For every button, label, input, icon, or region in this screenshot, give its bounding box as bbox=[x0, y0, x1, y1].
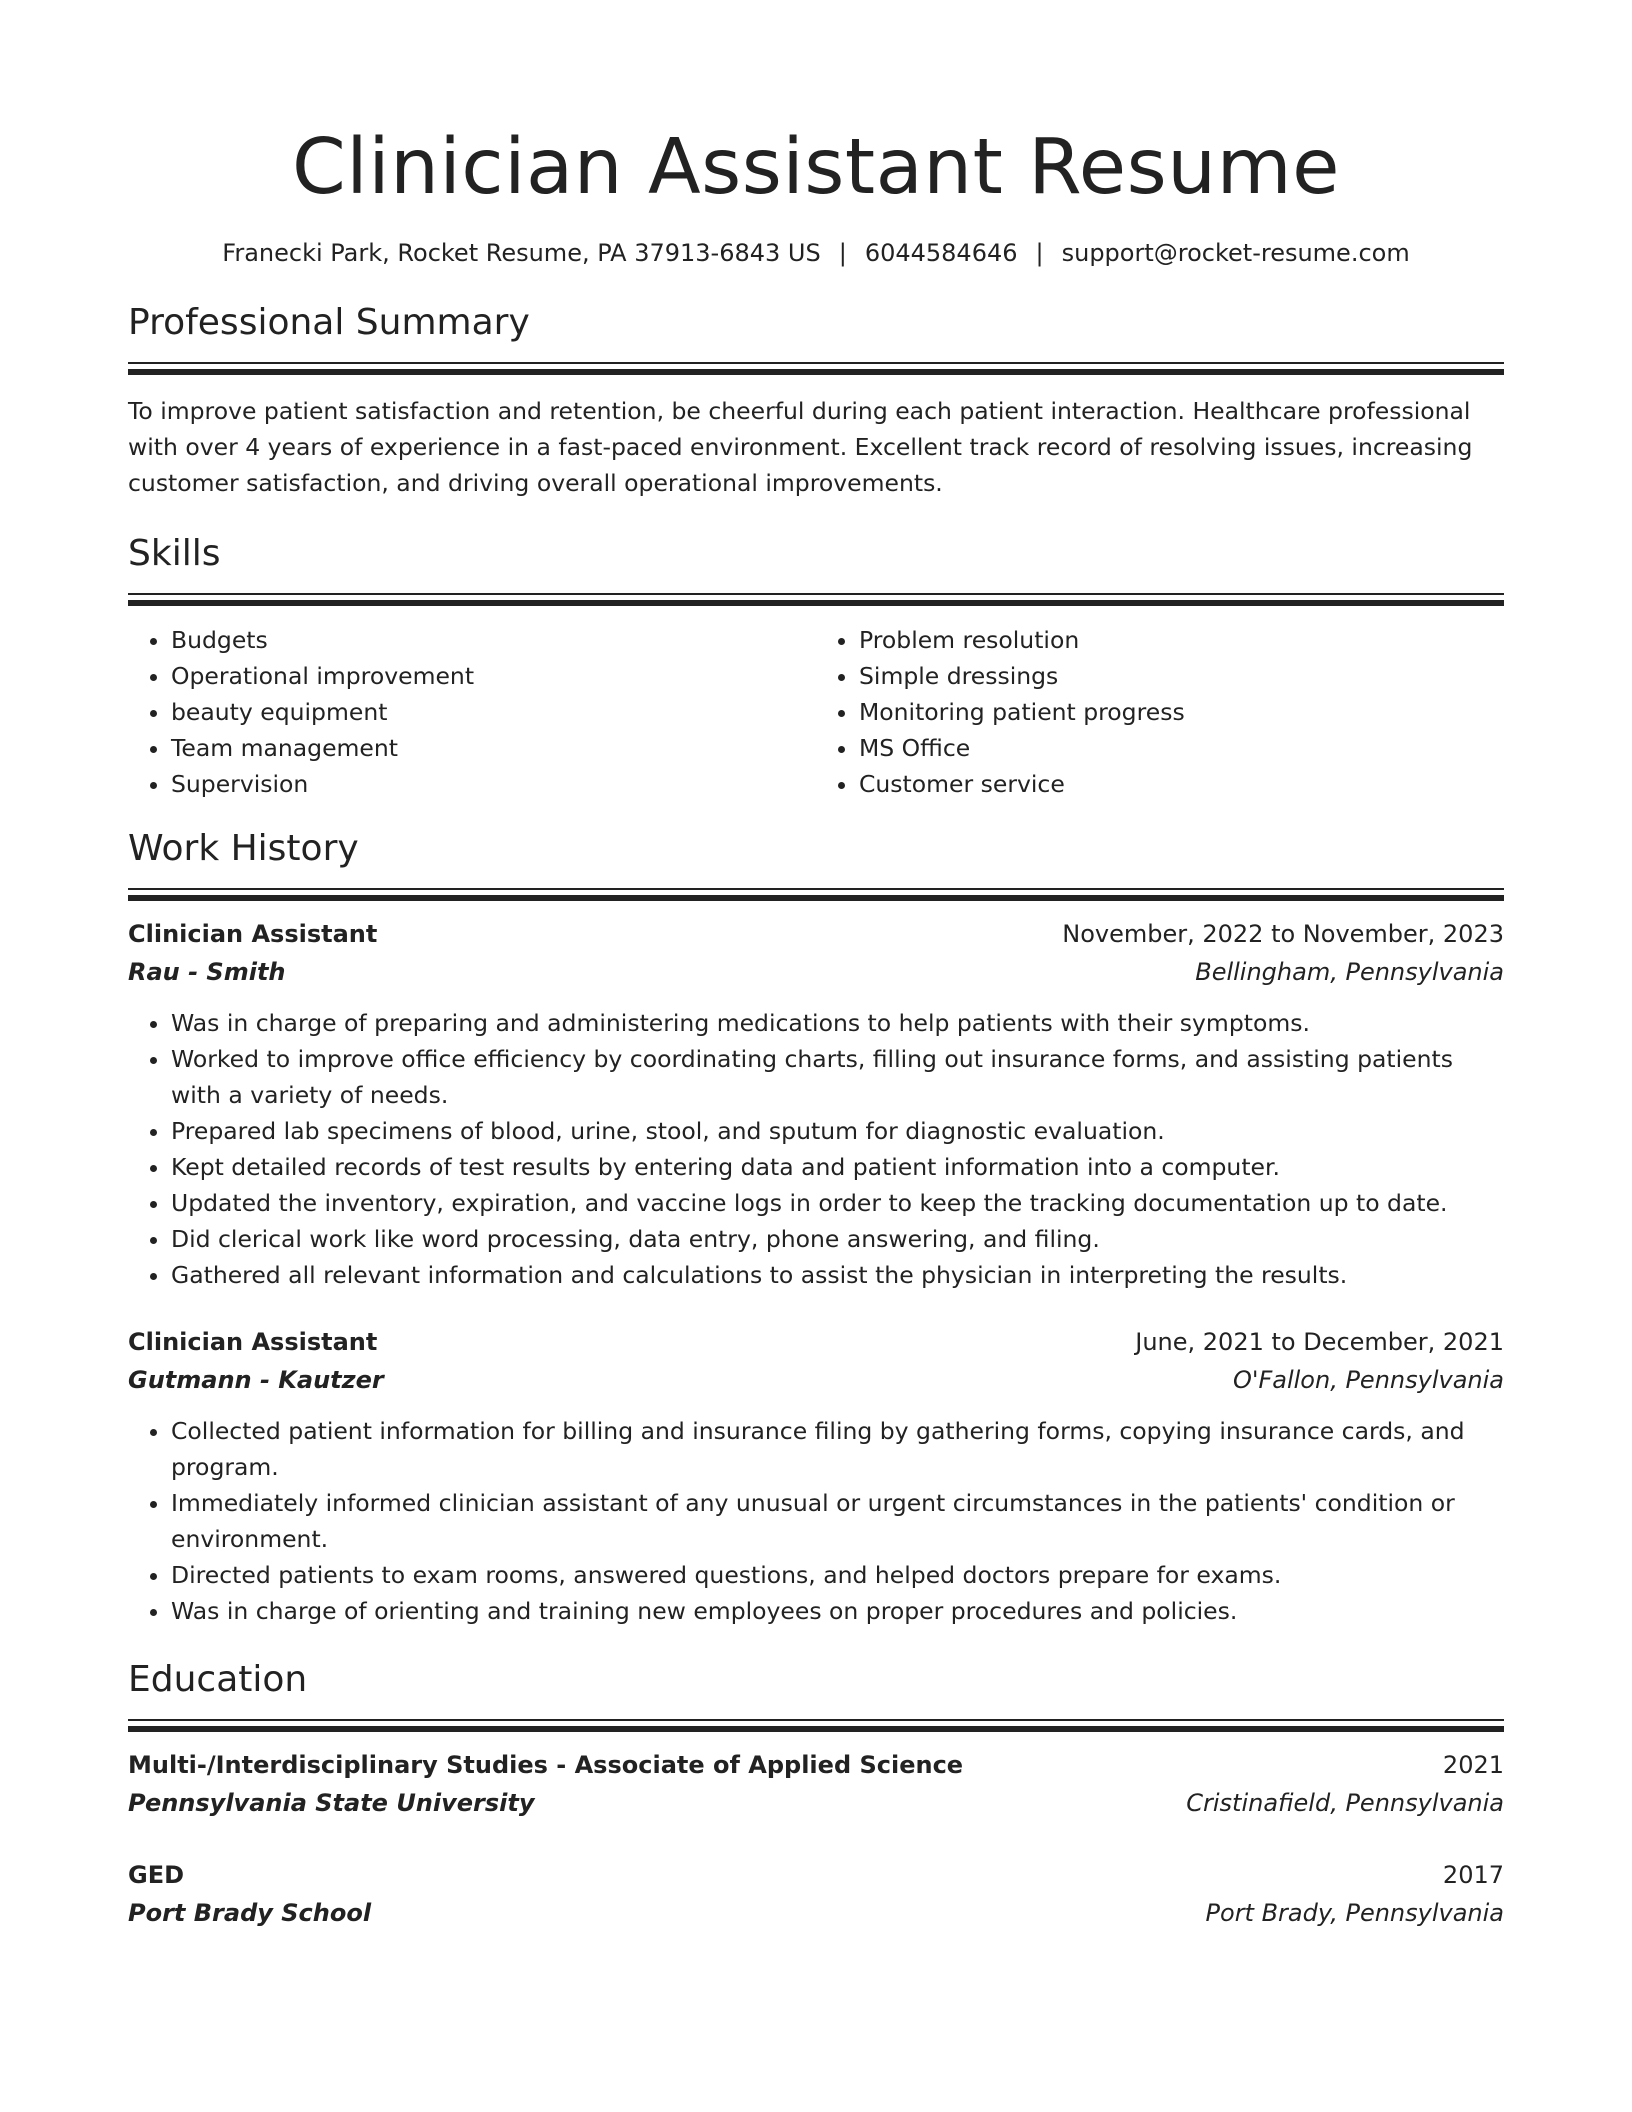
job-entry bbox=[128, 915, 1504, 1293]
job-duty-item: • Kept detailed records of test results by entering data and patient information into a computer. bbox=[171, 1149, 1504, 1185]
skills-list bbox=[128, 622, 1504, 802]
skills-heading: Skills bbox=[128, 533, 221, 574]
job-duty-item: • Prepared lab specimens of blood, urine, stool, and sputum for diagnostic evaluation. bbox=[171, 1113, 1504, 1149]
resume-title: Clinician Assistant Resume bbox=[292, 123, 1340, 212]
job-company-row bbox=[128, 1361, 1504, 1399]
summary-heading: Professional Summary bbox=[128, 302, 530, 343]
education-school: Pennsylvania State University bbox=[128, 1789, 535, 1817]
skill-item: • beauty equipment bbox=[171, 694, 816, 730]
skills-section bbox=[128, 529, 1504, 802]
job-company: Rau - Smith bbox=[128, 958, 286, 986]
job-company: Gutmann - Kautzer bbox=[128, 1366, 384, 1394]
contact-line bbox=[128, 236, 1504, 270]
job-header-row bbox=[128, 1323, 1504, 1361]
job-company-row bbox=[128, 953, 1504, 991]
education-location: Port Brady, Pennsylvania bbox=[1205, 1899, 1504, 1927]
job-duty-item: • Was in charge of orienting and training new employees on proper procedures and policies. bbox=[171, 1593, 1504, 1629]
summary-section bbox=[128, 298, 1504, 501]
section-divider bbox=[128, 362, 1504, 375]
education-location: Cristinafield, Pennsylvania bbox=[1186, 1789, 1504, 1817]
job-location: Bellingham, Pennsylvania bbox=[1195, 958, 1504, 986]
education-entry bbox=[128, 1856, 1504, 1932]
skill-item: • Problem resolution bbox=[859, 622, 1504, 658]
education-degree-row bbox=[128, 1746, 1504, 1784]
education-year: 2017 bbox=[1442, 1861, 1504, 1889]
skill-item: • Operational improvement bbox=[171, 658, 816, 694]
section-divider bbox=[128, 1719, 1504, 1732]
skill-item: • MS Office bbox=[859, 730, 1504, 766]
education-year: 2021 bbox=[1442, 1751, 1504, 1779]
job-duty-item: • Gathered all relevant information and calculations to assist the physician in interpreting the results. bbox=[171, 1257, 1504, 1293]
job-duty-item: • Collected patient information for billing and insurance filing by gathering forms, copying insurance cards, and program. bbox=[171, 1413, 1504, 1485]
education-entry bbox=[128, 1746, 1504, 1822]
education-school: Port Brady School bbox=[128, 1899, 372, 1927]
education-degree: Multi-/Interdisciplinary Studies - Associate of Applied Science bbox=[128, 1751, 964, 1779]
education-section bbox=[128, 1655, 1504, 1932]
job-location: O'Fallon, Pennsylvania bbox=[1232, 1366, 1504, 1394]
job-header-row bbox=[128, 915, 1504, 953]
contact-email: support@rocket-resume.com bbox=[1061, 239, 1410, 267]
job-duty-item: • Immediately informed clinician assistant of any unusual or urgent circumstances in the patients' condition or environment. bbox=[171, 1485, 1504, 1557]
job-dates: November, 2022 to November, 2023 bbox=[1062, 920, 1504, 948]
skill-item: • Budgets bbox=[171, 622, 816, 658]
job-dates: June, 2021 to December, 2021 bbox=[1135, 1328, 1504, 1356]
skill-item: • Monitoring patient progress bbox=[859, 694, 1504, 730]
job-duty-item: • Did clerical work like word processing, data entry, phone answering, and filing. bbox=[171, 1221, 1504, 1257]
contact-separator: | bbox=[838, 239, 847, 267]
education-school-row bbox=[128, 1784, 1504, 1822]
contact-phone: 6044584646 bbox=[864, 239, 1018, 267]
skill-item: • Supervision bbox=[171, 766, 816, 802]
work-history-section bbox=[128, 824, 1504, 1629]
job-duty-item: • Worked to improve office efficiency by coordinating charts, filling out insurance forms, and assisting patients with a variety of needs. bbox=[171, 1041, 1504, 1113]
skill-item: • Team management bbox=[171, 730, 816, 766]
skill-item: • Simple dressings bbox=[859, 658, 1504, 694]
skills-column-left bbox=[128, 622, 816, 802]
job-duty-item: • Was in charge of preparing and administering medications to help patients with their symptoms. bbox=[171, 1005, 1504, 1041]
education-school-row bbox=[128, 1894, 1504, 1932]
section-divider bbox=[128, 593, 1504, 606]
skill-item: • Customer service bbox=[859, 766, 1504, 802]
education-degree-row bbox=[128, 1856, 1504, 1894]
job-duty-item: • Directed patients to exam rooms, answered questions, and helped doctors prepare for exams. bbox=[171, 1557, 1504, 1593]
job-duties bbox=[128, 1413, 1504, 1629]
job-title: Clinician Assistant bbox=[128, 920, 378, 948]
summary-text: To improve patient satisfaction and retention, be cheerful during each patient interaction. Healthcare professional with over 4 years of experience in a fast-paced environment. Excellent track record of resolving issues, increasing customer satisfaction, and driving overall operational improvements. bbox=[128, 397, 1473, 497]
job-entry bbox=[128, 1323, 1504, 1629]
contact-separator: | bbox=[1035, 239, 1044, 267]
contact-address: Franecki Park, Rocket Resume, PA 37913-6843 US bbox=[222, 239, 821, 267]
work-history-heading: Work History bbox=[128, 828, 359, 869]
job-duties bbox=[128, 1005, 1504, 1293]
education-heading: Education bbox=[128, 1659, 308, 1700]
job-duty-item: • Updated the inventory, expiration, and vaccine logs in order to keep the tracking documentation up to date. bbox=[171, 1185, 1504, 1221]
section-divider bbox=[128, 888, 1504, 901]
education-degree: GED bbox=[128, 1861, 185, 1889]
job-title: Clinician Assistant bbox=[128, 1328, 378, 1356]
skills-column-right bbox=[816, 622, 1504, 802]
